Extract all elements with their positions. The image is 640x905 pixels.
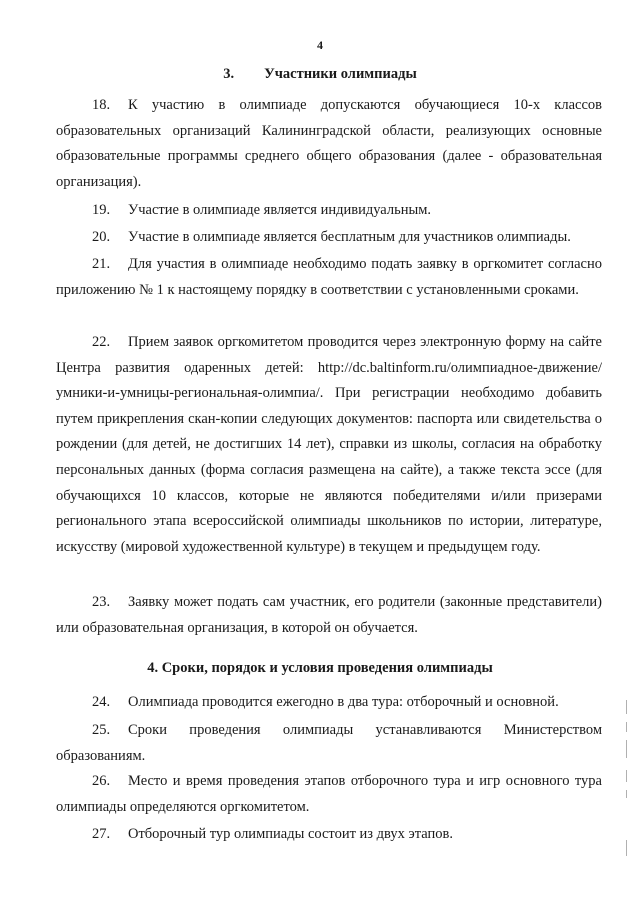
section-4-number: 4. — [147, 660, 159, 676]
section-4-heading — [0, 660, 640, 677]
section-3-number: 3. — [223, 66, 235, 82]
paragraph-18 — [56, 93, 602, 195]
paragraph-number: 19. — [92, 202, 111, 218]
paragraph-number: 25. — [92, 722, 111, 738]
paragraph-number: 24. — [92, 694, 111, 710]
paragraph-text: Сроки проведения олимпиады устанавливаются Министерством образованиям. — [56, 722, 602, 764]
scan-edge-mark — [626, 790, 627, 798]
scan-edge-mark — [626, 740, 627, 758]
paragraph-25 — [56, 718, 602, 769]
paragraph-23 — [56, 590, 602, 641]
paragraph-26 — [56, 769, 602, 820]
paragraph-number: 18. — [92, 97, 111, 113]
section-4-title: Сроки, порядок и условия проведения олимпиады — [161, 660, 493, 676]
paragraph-text: Участие в олимпиаде является бесплатным для участников олимпиады. — [128, 229, 571, 245]
scan-edge-mark — [626, 840, 627, 856]
paragraph-22 — [56, 330, 602, 560]
paragraph-text: Отборочный тур олимпиады состоит из двух этапов. — [128, 826, 453, 842]
scan-edge-mark — [626, 722, 627, 732]
paragraph-text: Участие в олимпиаде является индивидуальным. — [128, 202, 432, 218]
paragraph-text: Олимпиада проводится ежегодно в два тура: отборочный и основной. — [128, 694, 559, 710]
paragraph-text: Заявку может подать сам участник, его родители (законные представители) или образовательная организация, в которой он обучается. — [56, 594, 602, 636]
paragraph-24 — [56, 690, 602, 716]
paragraph-21 — [56, 252, 602, 303]
paragraph-number: 26. — [92, 773, 111, 789]
paragraph-27 — [56, 822, 602, 848]
paragraph-number: 23. — [92, 594, 111, 610]
paragraph-text: К участию в олимпиаде допускаются обучающиеся 10-х классов образовательных организаций Калининградской области, реализующих основные образовательные программы среднего общего образования (далее - образовательная организация). — [56, 97, 602, 190]
paragraph-number: 21. — [92, 256, 111, 272]
scan-edge-mark — [626, 770, 627, 782]
section-3-heading — [0, 66, 640, 83]
paragraph-text: Прием заявок оргкомитетом проводится через электронную форму на сайте Центра развития одаренных детей: http://dc.baltinform.ru/олимпиадное-движение/умники-и-умницы-региональная-олимпиа/. При регистрации необходимо добавить путем прикрепления скан-копии следующих документов: паспорта или свидетельства о рождении (для детей, не достигших 14 лет), справки из школы, согласия на обработку персональных данных (форма согласия размещена на сайте), а также текста эссе (для обучающихся 10 классов, которые не являются победителями и/или призерами регионального этапа всероссийской олимпиады школьников по истории, литературе, искусству (мировой художественной культуре) в текущем и предыдущем году. — [56, 334, 602, 555]
page-number: 4 — [317, 38, 323, 52]
section-3-title: Участники олимпиады — [264, 66, 417, 82]
scan-edge-mark — [626, 700, 627, 714]
paragraph-text: Для участия в олимпиаде необходимо подать заявку в оргкомитет согласно приложению № 1 к настоящему порядку в соответствии с установленными сроками. — [56, 256, 602, 298]
paragraph-20 — [56, 225, 602, 251]
paragraph-number: 27. — [92, 826, 111, 842]
paragraph-number: 20. — [92, 229, 111, 245]
paragraph-number: 22. — [92, 334, 111, 350]
paragraph-19 — [56, 198, 602, 224]
paragraph-text: Место и время проведения этапов отборочного тура и игр основного тура олимпиады определяются оргкомитетом. — [56, 773, 602, 815]
